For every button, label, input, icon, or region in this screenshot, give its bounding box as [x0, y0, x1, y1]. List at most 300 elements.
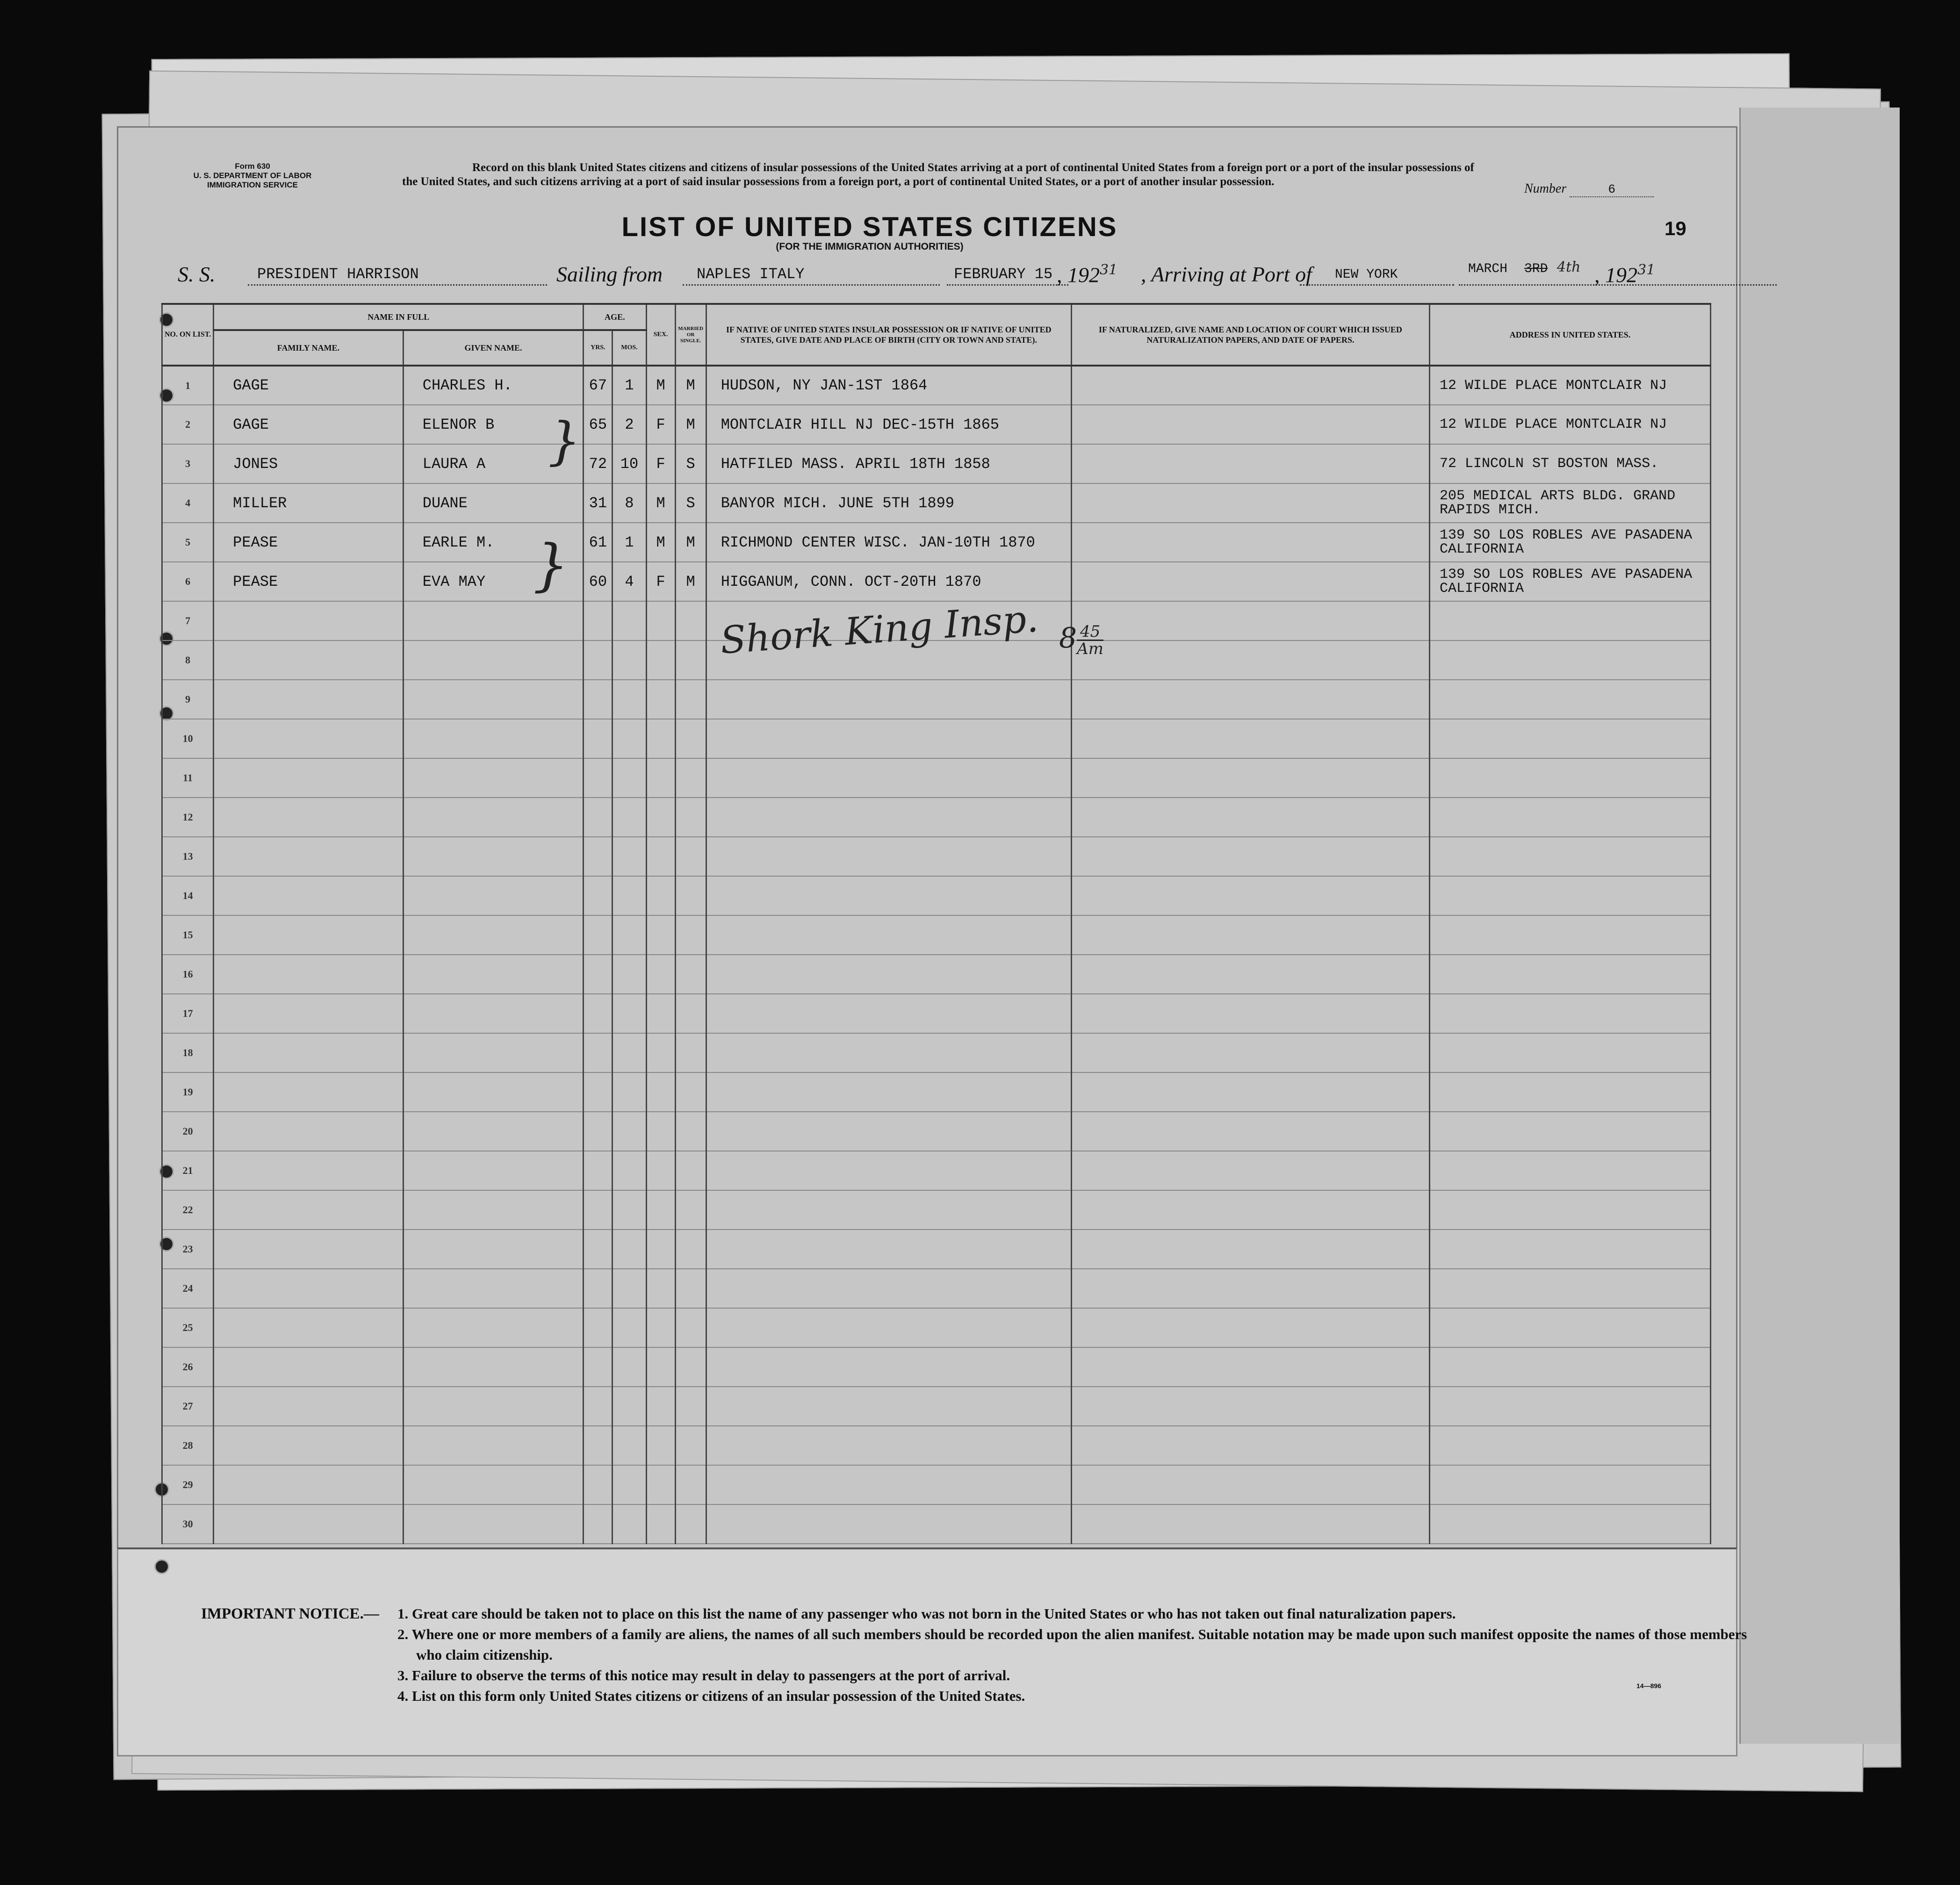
cell-giv	[403, 1347, 584, 1387]
cell-nat	[1071, 719, 1429, 758]
cell-mos	[612, 1112, 646, 1151]
cell-giv	[403, 1230, 584, 1269]
cell-nat	[1071, 1033, 1429, 1072]
cell-no: 13	[162, 837, 214, 876]
cell-sex	[646, 876, 675, 915]
table-row	[162, 955, 1711, 994]
cell-birth	[706, 719, 1071, 758]
cell-sex	[646, 915, 675, 955]
cell-no: 28	[162, 1426, 214, 1465]
cell-yrs	[584, 915, 612, 955]
col-header-naturalized: IF NATURALIZED, GIVE NAME AND LOCATION OF COURT WHICH ISSUED NATURALIZATION PAPERS, AND DATE OF PAPERS.	[1071, 304, 1429, 366]
cell-sex: M	[646, 483, 675, 523]
cell-yrs	[584, 601, 612, 640]
table-row	[162, 444, 1711, 483]
list-number	[1524, 181, 1654, 197]
notice-heading: IMPORTANT NOTICE.—	[201, 1605, 379, 1622]
cell-giv	[403, 640, 584, 680]
time-minutes: 45	[1077, 624, 1103, 641]
table-row	[162, 1230, 1711, 1269]
cell-birth	[706, 1426, 1071, 1465]
table-row	[162, 562, 1711, 601]
page-number: 19	[1665, 217, 1686, 239]
cell-ms	[675, 719, 706, 758]
cell-no: 4	[162, 483, 214, 523]
cell-yrs	[584, 758, 612, 798]
cell-birth	[706, 1033, 1071, 1072]
cell-mos: 1	[612, 523, 646, 562]
cell-mos	[612, 1347, 646, 1387]
cell-addr	[1430, 1426, 1711, 1465]
col-header-mos: MOS.	[612, 330, 646, 366]
cell-ms	[675, 1072, 706, 1112]
cell-no: 11	[162, 758, 214, 798]
ss-label: S. S.	[178, 262, 216, 286]
cell-fam	[214, 994, 404, 1033]
cell-ms: M	[675, 523, 706, 562]
cell-nat	[1071, 1426, 1429, 1465]
cell-sex	[646, 1308, 675, 1347]
cell-mos	[612, 1465, 646, 1504]
cell-giv	[403, 1072, 584, 1112]
arrival-port: NEW YORK	[1335, 267, 1398, 282]
cell-ms: M	[675, 562, 706, 601]
notice-item: 3. Failure to observe the terms of this notice may result in delay to passengers at the port of arrival.	[397, 1667, 1010, 1684]
cell-no: 16	[162, 955, 214, 994]
cell-no: 22	[162, 1190, 214, 1230]
cell-giv	[403, 994, 584, 1033]
cell-giv	[403, 798, 584, 837]
cell-nat	[1071, 680, 1429, 719]
cell-addr	[1430, 876, 1711, 915]
cell-nat	[1071, 837, 1429, 876]
cell-birth	[706, 1387, 1071, 1426]
arrival-day: 4th	[1557, 259, 1581, 275]
cell-sex	[646, 680, 675, 719]
cell-giv: LAURA A	[403, 444, 584, 483]
cell-no: 23	[162, 1230, 214, 1269]
cell-birth: MONTCLAIR HILL NJ DEC-15TH 1865	[706, 405, 1071, 444]
cell-no: 12	[162, 798, 214, 837]
cell-yrs	[584, 1033, 612, 1072]
cell-mos: 4	[612, 562, 646, 601]
cell-fam	[214, 1426, 404, 1465]
cell-ms: M	[675, 366, 706, 405]
cell-addr	[1430, 1230, 1711, 1269]
cell-birth	[706, 1230, 1071, 1269]
cell-mos: 10	[612, 444, 646, 483]
cell-mos	[612, 915, 646, 955]
cell-ms: S	[675, 444, 706, 483]
cell-nat	[1071, 1190, 1429, 1230]
cell-ms: M	[675, 405, 706, 444]
inspection-time	[1059, 622, 1103, 657]
table-row	[162, 1387, 1711, 1426]
cell-yrs	[584, 1230, 612, 1269]
cell-addr: 139 SO LOS ROBLES AVE PASADENA CALIFORNIA	[1430, 562, 1711, 601]
table-row	[162, 523, 1711, 562]
sailing-year-prefix: , 192	[1057, 263, 1100, 287]
table-row	[162, 837, 1711, 876]
cell-mos	[612, 640, 646, 680]
cell-ms	[675, 1347, 706, 1387]
cell-fam	[214, 798, 404, 837]
cell-nat	[1071, 876, 1429, 915]
cell-yrs: 72	[584, 444, 612, 483]
table-row	[162, 1112, 1711, 1151]
cell-yrs: 65	[584, 405, 612, 444]
cell-yrs	[584, 1426, 612, 1465]
cell-ms	[675, 1033, 706, 1072]
cell-fam	[214, 1112, 404, 1151]
table-row	[162, 680, 1711, 719]
cell-no: 3	[162, 444, 214, 483]
col-header-birth: IF NATIVE OF UNITED STATES INSULAR POSSESSION OR IF NATIVE OF UNITED STATES, GIVE DATE AND PLACE OF BIRTH (CITY OR TOWN AND STATE).	[706, 304, 1071, 366]
cell-yrs	[584, 994, 612, 1033]
table-row	[162, 1426, 1711, 1465]
cell-fam	[214, 1465, 404, 1504]
arriving-label: , Arriving at Port of	[1141, 262, 1312, 286]
underlying-sheet-edge	[1739, 108, 1900, 1744]
cell-sex: F	[646, 405, 675, 444]
cell-nat	[1071, 483, 1429, 523]
cell-fam	[214, 640, 404, 680]
cell-fam	[214, 758, 404, 798]
cell-mos	[612, 1426, 646, 1465]
cell-sex	[646, 1072, 675, 1112]
cell-mos	[612, 955, 646, 994]
table-row	[162, 1347, 1711, 1387]
page-title: LIST OF UNITED STATES CITIZENS	[621, 212, 1118, 242]
table-row	[162, 1072, 1711, 1112]
cell-giv	[403, 1112, 584, 1151]
cell-ms	[675, 955, 706, 994]
cell-no: 9	[162, 680, 214, 719]
cell-giv: CHARLES H.	[403, 366, 584, 405]
cell-fam	[214, 1504, 404, 1544]
cell-no: 19	[162, 1072, 214, 1112]
cell-fam	[214, 719, 404, 758]
cell-nat	[1071, 1151, 1429, 1190]
cell-fam: GAGE	[214, 405, 404, 444]
cell-addr	[1430, 1190, 1711, 1230]
cell-mos	[612, 1504, 646, 1544]
cell-birth: HATFILED MASS. APRIL 18TH 1858	[706, 444, 1071, 483]
cell-addr	[1430, 601, 1711, 640]
cell-sex	[646, 1504, 675, 1544]
cell-no: 2	[162, 405, 214, 444]
cell-sex	[646, 955, 675, 994]
cell-ms	[675, 1426, 706, 1465]
cell-fam	[214, 601, 404, 640]
cell-yrs: 61	[584, 523, 612, 562]
arrival-year-suffix: 31	[1637, 262, 1656, 278]
arrival-year	[1594, 262, 1655, 287]
cell-yrs	[584, 798, 612, 837]
table-row	[162, 719, 1711, 758]
sailing-year	[1057, 262, 1117, 287]
cell-sex	[646, 1190, 675, 1230]
cell-sex: M	[646, 366, 675, 405]
cell-addr: 205 MEDICAL ARTS BLDG. GRAND RAPIDS MICH.	[1430, 483, 1711, 523]
form-code: 14—896	[1636, 1682, 1661, 1690]
cell-addr	[1430, 1033, 1711, 1072]
cell-sex: F	[646, 562, 675, 601]
cell-nat	[1071, 1230, 1429, 1269]
cell-addr	[1430, 1151, 1711, 1190]
cell-yrs	[584, 1308, 612, 1347]
cell-ms	[675, 601, 706, 640]
sailing-label: Sailing from	[556, 262, 663, 286]
service-name: IMMIGRATION SERVICE	[207, 180, 298, 189]
cell-fam	[214, 955, 404, 994]
cell-nat	[1071, 366, 1429, 405]
cell-ms	[675, 1190, 706, 1230]
cell-addr	[1430, 680, 1711, 719]
cell-yrs	[584, 640, 612, 680]
cell-birth: BANYOR MICH. JUNE 5TH 1899	[706, 483, 1071, 523]
cell-nat	[1071, 1465, 1429, 1504]
cell-mos	[612, 798, 646, 837]
cell-addr	[1430, 1387, 1711, 1426]
form-instructions: Record on this blank United States citizens and citizens of insular possessions of the United States arriving at a port of continental United States from a foreign port or a port of the insular possessions of the United States, and such citizens arriving at a port of said insular possessions from a foreign port, a port of continental United States, or a port of another insular possession.	[402, 161, 1474, 188]
cell-mos	[612, 1269, 646, 1308]
cell-yrs	[584, 1190, 612, 1230]
cell-yrs	[584, 955, 612, 994]
cell-yrs	[584, 837, 612, 876]
cell-mos	[612, 994, 646, 1033]
cell-yrs	[584, 1387, 612, 1426]
cell-ms	[675, 1387, 706, 1426]
col-header-family: FAMILY NAME.	[214, 330, 404, 366]
cell-birth	[706, 1269, 1071, 1308]
cell-addr	[1430, 1269, 1711, 1308]
cell-giv	[403, 758, 584, 798]
cell-nat	[1071, 405, 1429, 444]
cell-no: 30	[162, 1504, 214, 1544]
cell-birth	[706, 1190, 1071, 1230]
cell-addr	[1430, 955, 1711, 994]
cell-giv	[403, 1190, 584, 1230]
cell-ms	[675, 876, 706, 915]
cell-birth	[706, 798, 1071, 837]
cell-no: 8	[162, 640, 214, 680]
cell-addr: 12 WILDE PLACE MONTCLAIR NJ	[1430, 366, 1711, 405]
cell-addr	[1430, 994, 1711, 1033]
col-header-married: MARRIED OR SINGLE.	[675, 304, 706, 366]
cell-giv	[403, 1465, 584, 1504]
cell-yrs: 67	[584, 366, 612, 405]
time-suffix: Am	[1077, 639, 1103, 658]
time-hour: 8	[1059, 622, 1077, 655]
cell-mos	[612, 1072, 646, 1112]
table-row	[162, 1308, 1711, 1347]
col-header-yrs: YRS.	[584, 330, 612, 366]
cell-no: 29	[162, 1465, 214, 1504]
cell-mos: 2	[612, 405, 646, 444]
notice-items	[388, 1604, 1753, 1706]
table-row	[162, 1465, 1711, 1504]
cell-ms	[675, 1504, 706, 1544]
cell-fam	[214, 1308, 404, 1347]
cell-mos	[612, 1308, 646, 1347]
cell-birth	[706, 837, 1071, 876]
cell-no: 14	[162, 876, 214, 915]
cell-fam	[214, 1151, 404, 1190]
cell-fam	[214, 1387, 404, 1426]
cell-birth	[706, 1465, 1071, 1504]
cell-addr	[1430, 798, 1711, 837]
cell-ms	[675, 680, 706, 719]
table-row	[162, 994, 1711, 1033]
cell-yrs	[584, 1112, 612, 1151]
cell-sex	[646, 1426, 675, 1465]
table-row	[162, 1269, 1711, 1308]
cell-mos	[612, 876, 646, 915]
cell-yrs: 31	[584, 483, 612, 523]
cell-nat	[1071, 955, 1429, 994]
cell-birth	[706, 955, 1071, 994]
form-number: Form 630	[235, 162, 270, 171]
cell-fam	[214, 915, 404, 955]
cell-ms	[675, 1151, 706, 1190]
cell-sex	[646, 837, 675, 876]
cell-mos: 8	[612, 483, 646, 523]
cell-fam: MILLER	[214, 483, 404, 523]
cell-nat	[1071, 758, 1429, 798]
cell-addr	[1430, 915, 1711, 955]
cell-fam	[214, 1269, 404, 1308]
table-row	[162, 758, 1711, 798]
table-row	[162, 366, 1711, 405]
table-row	[162, 405, 1711, 444]
cell-yrs	[584, 876, 612, 915]
cell-mos	[612, 1387, 646, 1426]
cell-nat	[1071, 1387, 1429, 1426]
cell-fam: JONES	[214, 444, 404, 483]
cell-no: 21	[162, 1151, 214, 1190]
table-row	[162, 915, 1711, 955]
cell-giv	[403, 1387, 584, 1426]
voyage-line	[178, 259, 1683, 295]
cell-birth	[706, 876, 1071, 915]
cell-addr	[1430, 1347, 1711, 1387]
cell-ms	[675, 758, 706, 798]
cell-birth	[706, 1347, 1071, 1387]
cell-no: 6	[162, 562, 214, 601]
cell-ms	[675, 1308, 706, 1347]
cell-birth	[706, 1072, 1071, 1112]
cell-fam: GAGE	[214, 366, 404, 405]
col-header-address: ADDRESS IN UNITED STATES.	[1430, 304, 1711, 366]
sailing-port: NAPLES ITALY	[697, 266, 805, 283]
cell-giv	[403, 680, 584, 719]
cell-birth: RICHMOND CENTER WISC. JAN-10TH 1870	[706, 523, 1071, 562]
cell-ms	[675, 1230, 706, 1269]
cell-mos: 1	[612, 366, 646, 405]
notice-item: 2. Where one or more members of a family are aliens, the names of all such members should be recorded upon the alien manifest. Suitable notation may be made upon such manifest opposite the names of those members who claim citizenship.	[397, 1626, 1747, 1663]
passenger-rows	[162, 366, 1711, 1544]
cell-nat	[1071, 1072, 1429, 1112]
cell-nat	[1071, 444, 1429, 483]
cell-sex	[646, 1269, 675, 1308]
cell-nat	[1071, 915, 1429, 955]
cell-addr	[1430, 837, 1711, 876]
cell-mos	[612, 1230, 646, 1269]
cell-sex	[646, 1230, 675, 1269]
cell-fam	[214, 1033, 404, 1072]
cell-sex	[646, 1033, 675, 1072]
cell-no: 20	[162, 1112, 214, 1151]
cell-sex	[646, 1347, 675, 1387]
cell-yrs	[584, 680, 612, 719]
cell-fam	[214, 837, 404, 876]
cell-yrs	[584, 719, 612, 758]
cell-yrs	[584, 1269, 612, 1308]
cell-birth	[706, 680, 1071, 719]
notice-item: 4. List on this form only United States citizens or citizens of an insular possession of the United States.	[397, 1688, 1025, 1704]
cell-sex	[646, 640, 675, 680]
cell-sex	[646, 758, 675, 798]
cell-birth	[706, 1308, 1071, 1347]
cell-nat	[1071, 562, 1429, 601]
table-row	[162, 876, 1711, 915]
cell-yrs	[584, 1504, 612, 1544]
cell-addr	[1430, 1112, 1711, 1151]
cell-birth	[706, 915, 1071, 955]
cell-mos	[612, 837, 646, 876]
cell-addr	[1430, 1504, 1711, 1544]
col-header-age: AGE.	[584, 304, 646, 330]
cell-sex	[646, 1465, 675, 1504]
cell-giv: DUANE	[403, 483, 584, 523]
cell-sex	[646, 719, 675, 758]
cell-sex	[646, 1112, 675, 1151]
cell-no: 5	[162, 523, 214, 562]
cell-mos	[612, 758, 646, 798]
cell-ms	[675, 1112, 706, 1151]
cell-addr: 72 LINCOLN ST BOSTON MASS.	[1430, 444, 1711, 483]
cell-nat	[1071, 1504, 1429, 1544]
cell-addr	[1430, 719, 1711, 758]
cell-sex	[646, 994, 675, 1033]
cell-fam	[214, 1347, 404, 1387]
cell-giv	[403, 1426, 584, 1465]
cell-mos	[612, 719, 646, 758]
cell-giv: ELENOR B	[403, 405, 584, 444]
cell-no: 25	[162, 1308, 214, 1347]
cell-yrs	[584, 1151, 612, 1190]
department-name: U. S. DEPARTMENT OF LABOR	[193, 171, 312, 180]
table-row	[162, 483, 1711, 523]
cell-giv	[403, 719, 584, 758]
table-row	[162, 1190, 1711, 1230]
cell-nat	[1071, 601, 1429, 640]
cell-sex: M	[646, 523, 675, 562]
cell-giv	[403, 1151, 584, 1190]
cell-ms	[675, 837, 706, 876]
cell-giv	[403, 876, 584, 915]
cell-fam: PEASE	[214, 523, 404, 562]
cell-fam	[214, 1190, 404, 1230]
cell-ms	[675, 1465, 706, 1504]
cell-mos	[612, 601, 646, 640]
cell-addr: 139 SO LOS ROBLES AVE PASADENA CALIFORNIA	[1430, 523, 1711, 562]
cell-nat	[1071, 1308, 1429, 1347]
cell-no: 24	[162, 1269, 214, 1308]
sailing-year-suffix: 31	[1100, 262, 1118, 278]
family-bracket: }	[533, 533, 569, 598]
